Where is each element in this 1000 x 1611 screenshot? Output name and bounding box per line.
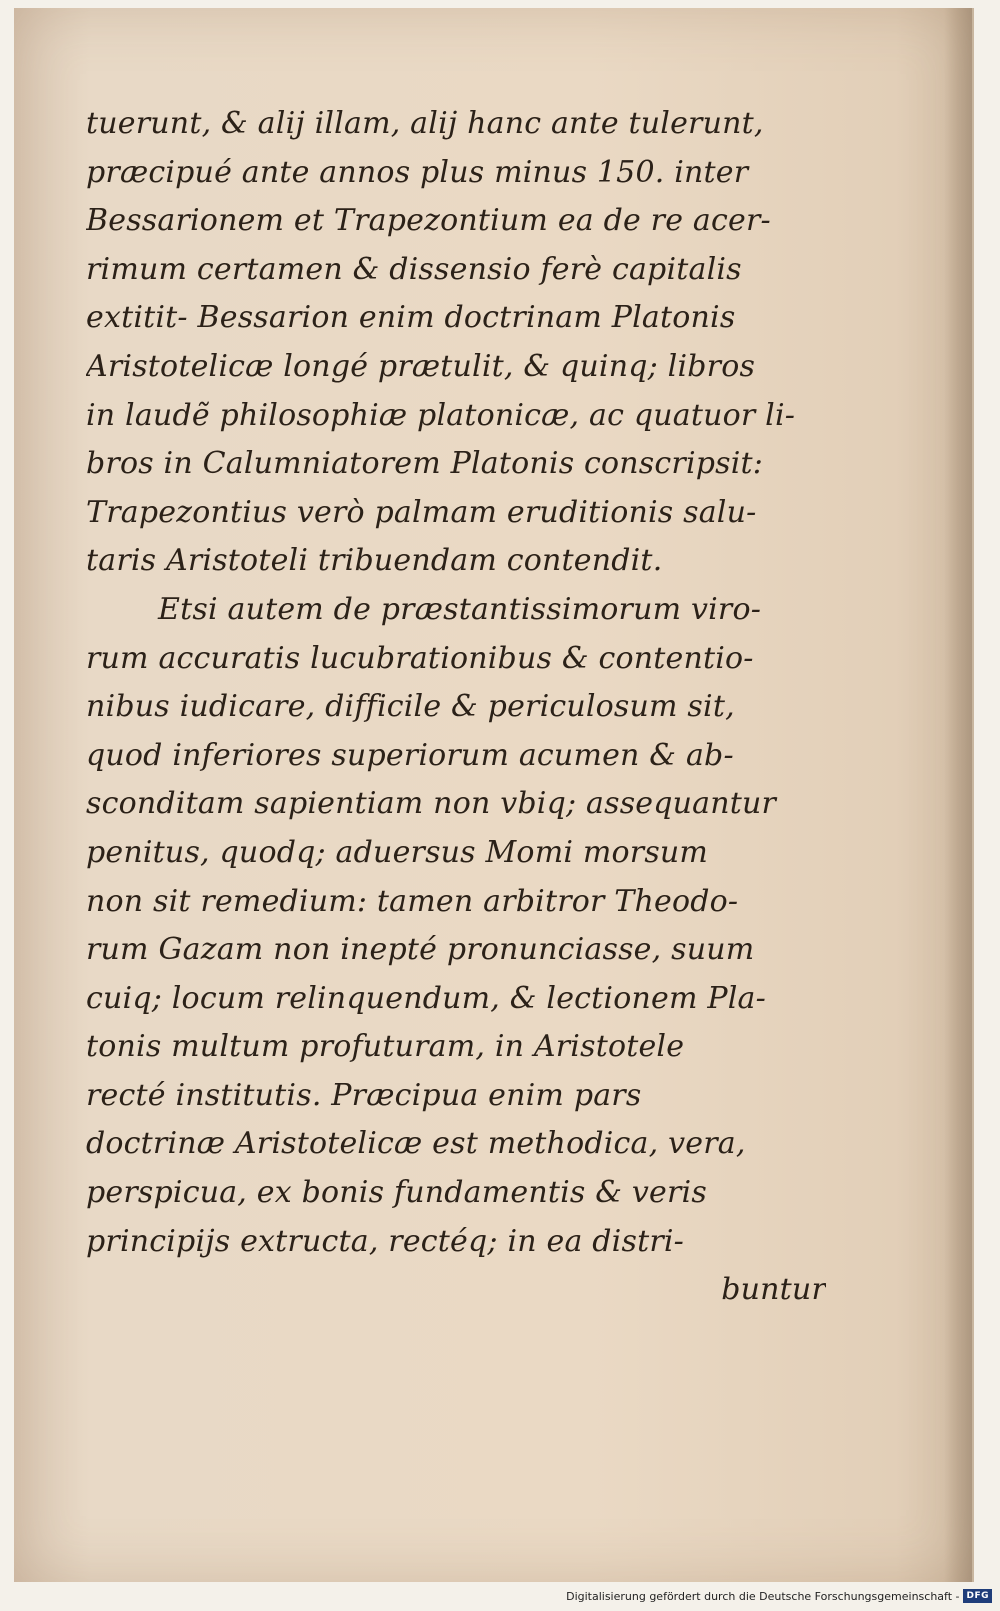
text-line: bros in Calumniatorem Platonis conscripsit: — [86, 446, 764, 482]
text-line: recté institutis. Præcipua enim pars — [86, 1077, 642, 1113]
text-line: Aristotelicæ longé prætulit, & quinq; libros — [86, 348, 756, 384]
text-line: tuerunt, & alij illam, alij hanc ante tulerunt, — [86, 106, 764, 141]
text-line: rum accuratis lucubrationibus & contentio- — [86, 640, 754, 676]
text-line: taris Aristoteli tribuendam contendit. — [86, 543, 663, 579]
text-line: Bessarionem et Trapezontium ea de re acer- — [86, 203, 771, 239]
paragraph-first-line: Etsi autem de præstantissimorum viro- — [158, 591, 762, 627]
text-line: cuiq; locum relinquendum, & lectionem Pla- — [86, 980, 766, 1016]
digitization-credit — [566, 1587, 992, 1605]
text-line: doctrinæ Aristotelicæ est methodica, vera, — [86, 1126, 746, 1162]
text-line: non sit remedium: tamen arbitror Theodo- — [86, 883, 739, 919]
credit-text: Digitalisierung gefördert durch die Deutsche Forschungsgemeinschaft - — [566, 1589, 960, 1603]
text-line: quod inferiores superiorum acumen & ab- — [86, 737, 734, 773]
catchword: buntur — [721, 1272, 826, 1308]
page-edge-shadow — [944, 8, 972, 1582]
text-line: rimum certamen & dissensio ferè capitalis — [86, 251, 742, 287]
text-line: præcipué ante annos plus minus 150. inter — [86, 154, 749, 190]
page-text — [86, 100, 826, 1315]
text-line: principijs extructa, rectéq; in ea distri- — [86, 1223, 684, 1259]
text-line: rum Gazam non inepté pronunciasse, suum — [86, 932, 755, 968]
dfg-logo-icon: DFG — [963, 1589, 992, 1603]
text-line: extitit- Bessarion enim doctrinam Platonis — [86, 300, 736, 336]
text-line: nibus iudicare, difficile & periculosum sit, — [86, 689, 735, 725]
text-line: in laudẽ philosophiæ platonicæ, ac quatuor li- — [86, 397, 796, 433]
text-line: tonis multum profuturam, in Aristotele — [86, 1029, 685, 1065]
text-line: perspicua, ex bonis fundamentis & veris — [86, 1175, 707, 1211]
text-line: sconditam sapientiam non vbiq; assequantur — [86, 786, 777, 822]
book-page — [14, 8, 974, 1582]
text-line: penitus, quodq; aduersus Momi morsum — [86, 834, 709, 870]
text-line: Trapezontius verò palmam eruditionis salu- — [86, 494, 757, 530]
